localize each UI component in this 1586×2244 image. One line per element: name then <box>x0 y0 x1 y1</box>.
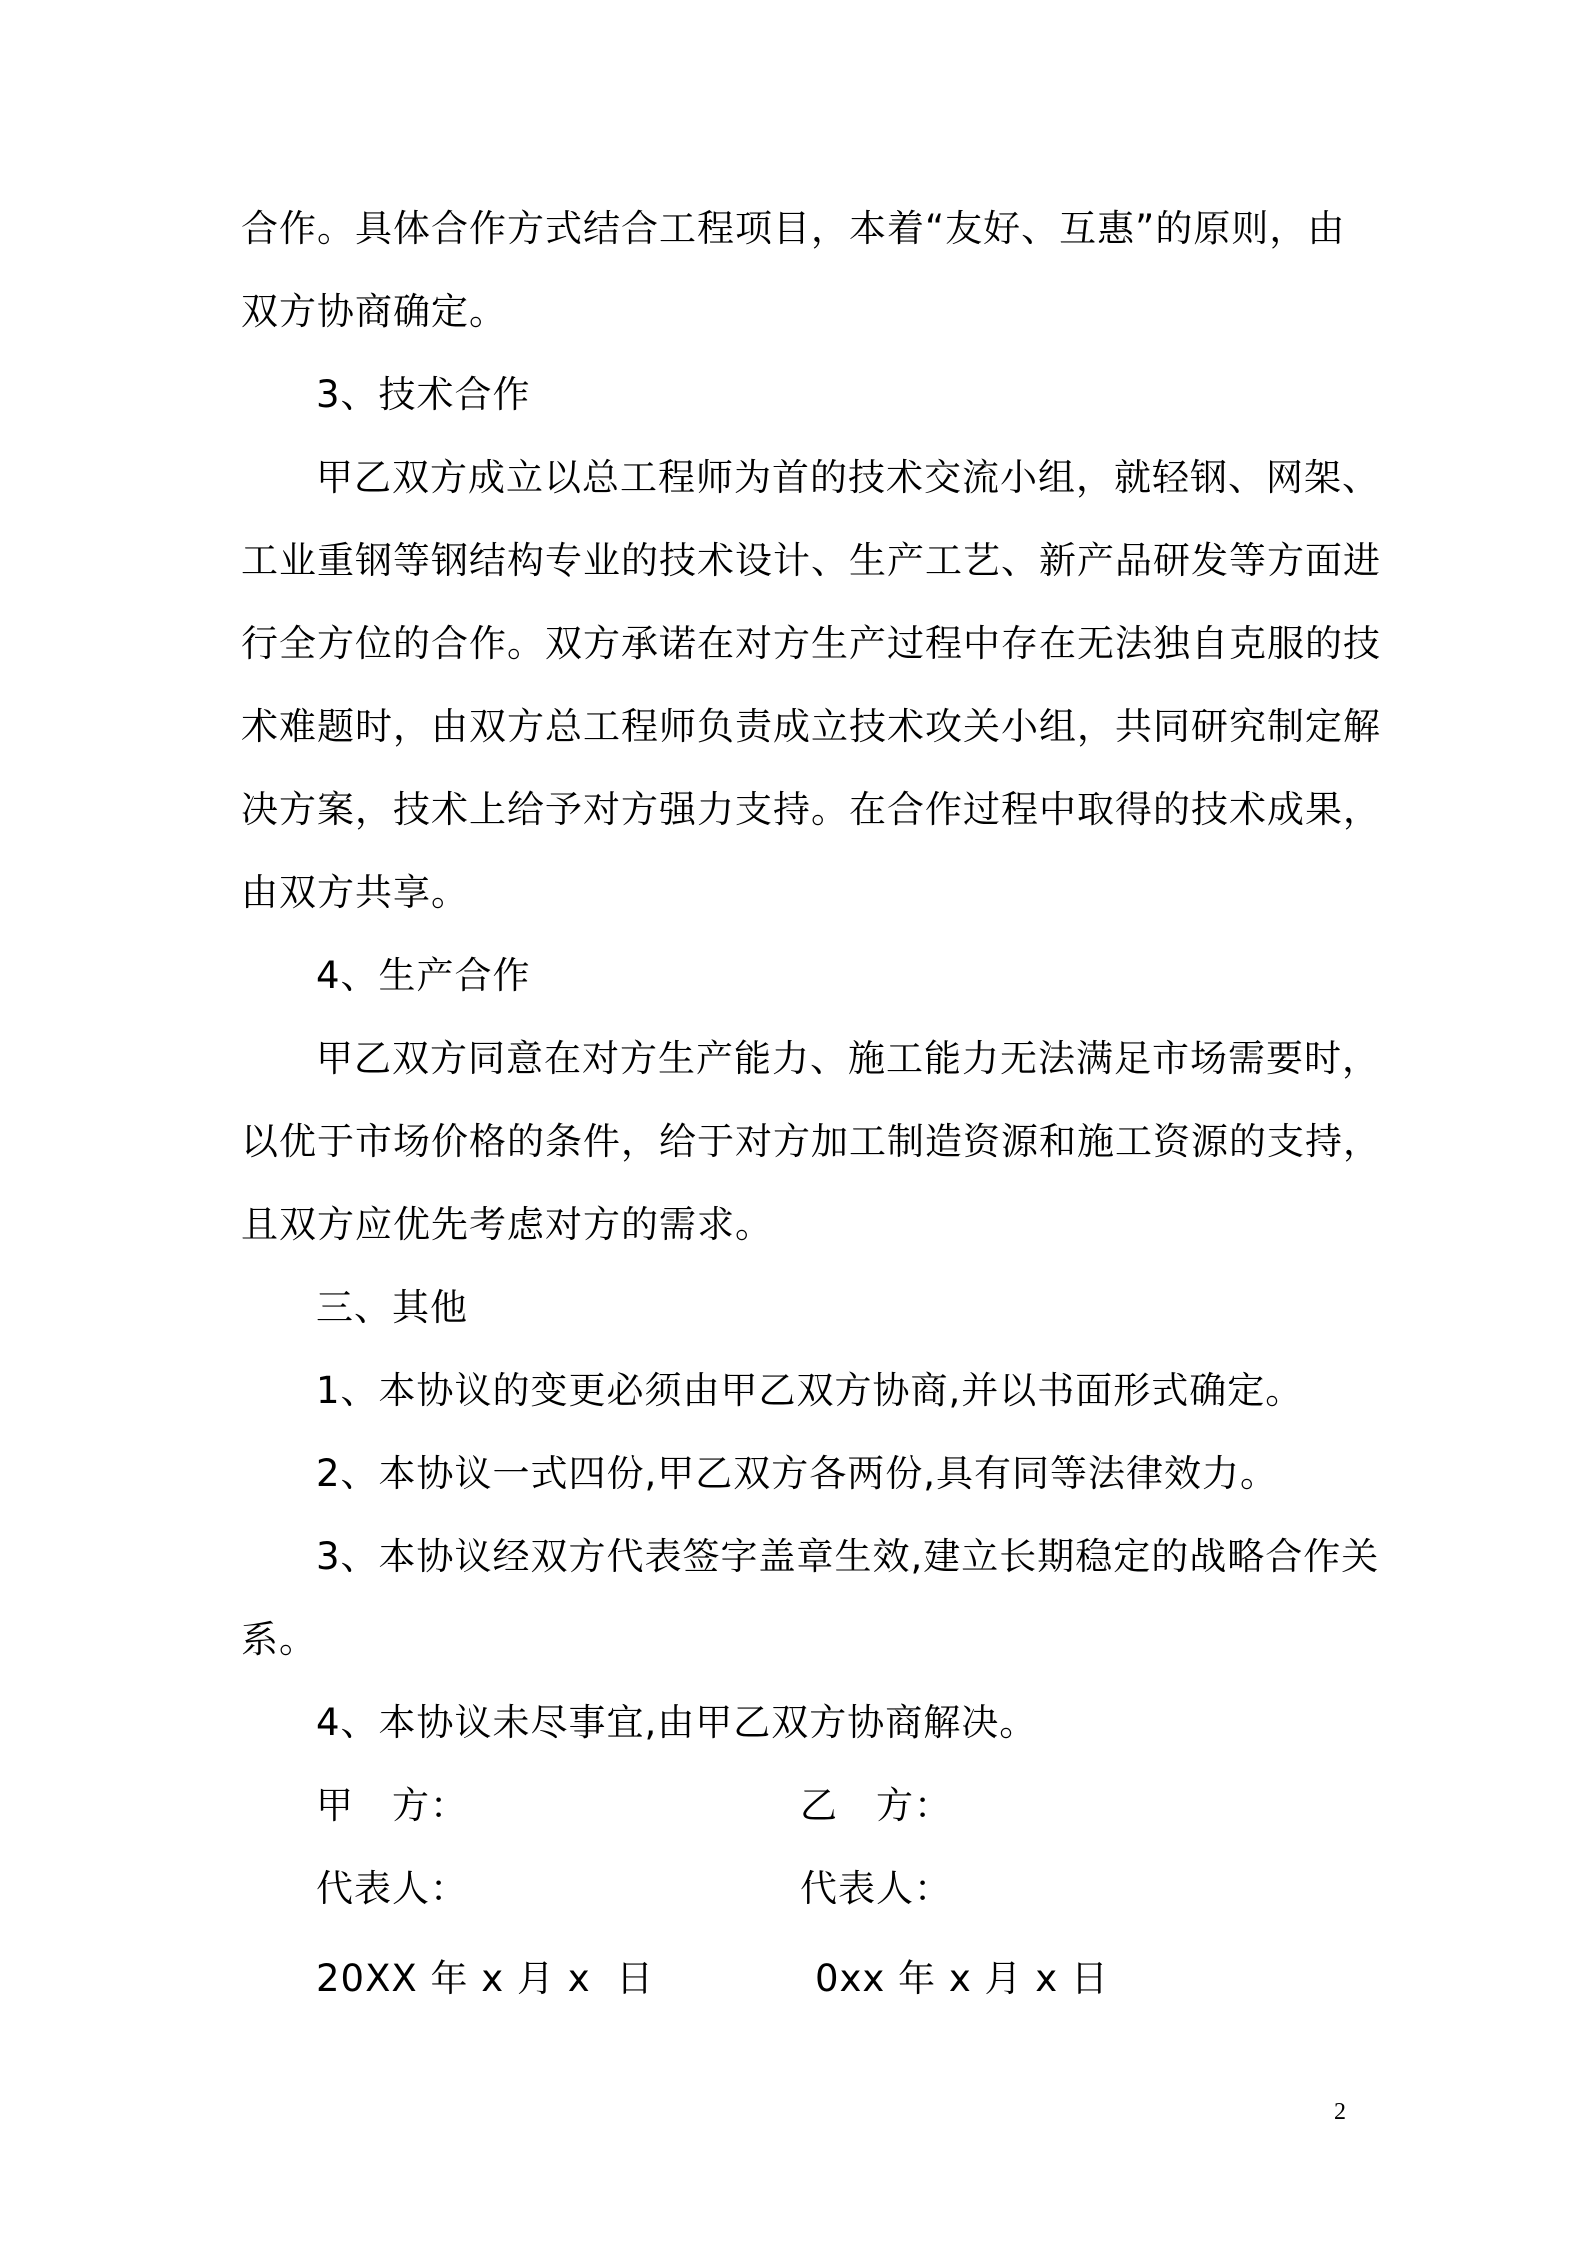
paragraph-line: 由双方共享。 <box>241 871 469 914</box>
paragraph-line: 且双方应优先考虑对方的需求。 <box>241 1203 773 1246</box>
clause-line: 4、本协议未尽事宜,由甲乙双方协商解决。 <box>316 1701 1038 1744</box>
section-heading: 3、技术合作 <box>316 373 531 416</box>
paragraph-line: 合作。具体合作方式结合工程项目，本着“友好、互惠”的原则，由 <box>241 207 1346 250</box>
paragraph-line: 以优于市场价格的条件，给于对方加工制造资源和施工资源的支持， <box>241 1120 1381 1163</box>
paragraph-line: 术难题时，由双方总工程师负责成立技术攻关小组，共同研究制定解 <box>241 705 1381 748</box>
date-b: 0xx 年 x 月 x 日 <box>815 1957 1109 2000</box>
page-number: 2 <box>1334 2099 1346 2125</box>
clause-line: 系。 <box>241 1618 317 1661</box>
paragraph-line: 工业重钢等钢结构专业的技术设计、生产工艺、新产品研发等方面进 <box>241 539 1381 582</box>
paragraph-line: 双方协商确定。 <box>241 290 507 333</box>
party-b-label: 乙 方： <box>800 1784 952 1827</box>
section-heading: 4、生产合作 <box>316 954 531 997</box>
representative-a-label: 代表人： <box>316 1867 468 1910</box>
clause-line: 3、本协议经双方代表签字盖章生效,建立长期稳定的战略合作关 <box>316 1535 1380 1578</box>
paragraph-line: 甲乙双方同意在对方生产能力、施工能力无法满足市场需要时， <box>316 1037 1380 1080</box>
paragraph-line: 甲乙双方成立以总工程师为首的技术交流小组，就轻钢、网架、 <box>316 456 1380 499</box>
clause-line: 2、本协议一式四份,甲乙双方各两份,具有同等法律效力。 <box>316 1452 1279 1495</box>
party-a-label: 甲 方： <box>316 1784 468 1827</box>
representative-b-label: 代表人： <box>800 1867 952 1910</box>
clause-line: 1、本协议的变更必须由甲乙双方协商,并以书面形式确定。 <box>316 1369 1304 1412</box>
section-heading: 三、其他 <box>316 1286 468 1329</box>
paragraph-line: 行全方位的合作。双方承诺在对方生产过程中存在无法独自克服的技 <box>241 622 1381 665</box>
date-a: 20XX 年 x 月 x 日 <box>316 1957 655 2000</box>
paragraph-line: 决方案，技术上给予对方强力支持。在合作过程中取得的技术成果， <box>241 788 1381 831</box>
